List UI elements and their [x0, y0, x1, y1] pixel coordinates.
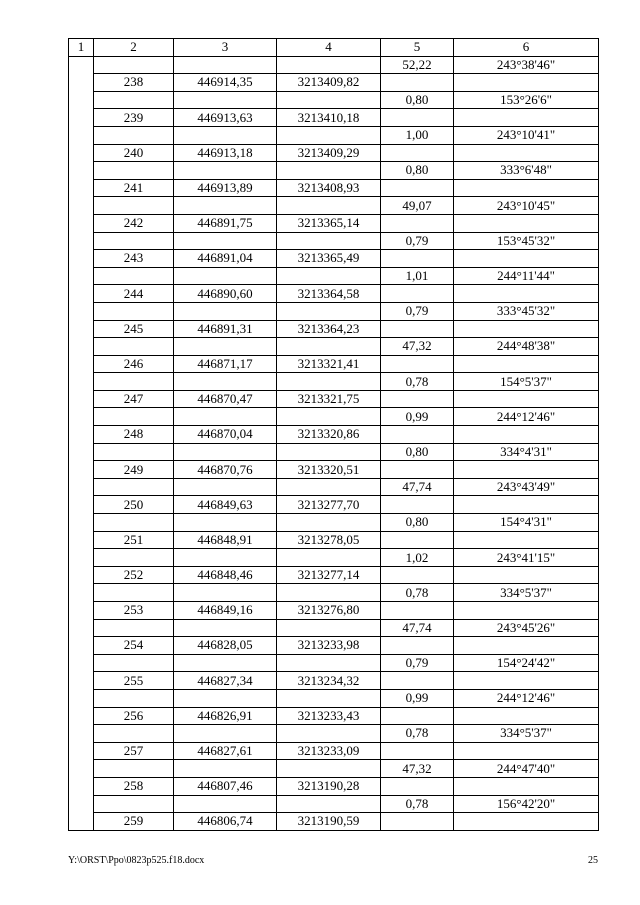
segment-row [69, 126, 599, 144]
segment-length: 0,79 [381, 302, 454, 320]
segment-length [381, 179, 454, 197]
y-coordinate [277, 795, 381, 813]
x-coordinate [174, 689, 277, 707]
point-row [69, 672, 599, 690]
point-number [94, 373, 174, 391]
segment-row [69, 549, 599, 567]
x-coordinate: 446891,31 [174, 320, 277, 338]
point-number: 250 [94, 496, 174, 514]
segment-row [69, 373, 599, 391]
y-coordinate: 3213190,59 [277, 813, 381, 831]
segment-row [69, 232, 599, 250]
direction-angle: 243°43'49" [454, 478, 599, 496]
point-number [94, 302, 174, 320]
direction-angle: 154°4'31" [454, 514, 599, 532]
direction-angle: 244°12'46" [454, 689, 599, 707]
direction-angle: 243°10'45" [454, 197, 599, 215]
x-coordinate: 446913,63 [174, 109, 277, 127]
y-coordinate [277, 373, 381, 391]
y-coordinate: 3213233,43 [277, 707, 381, 725]
y-coordinate [277, 302, 381, 320]
direction-angle: 243°38'46" [454, 56, 599, 74]
column-1-cell [69, 56, 94, 830]
point-row [69, 426, 599, 444]
y-coordinate: 3213364,58 [277, 285, 381, 303]
direction-angle [454, 637, 599, 655]
y-coordinate: 3213276,80 [277, 602, 381, 620]
direction-angle: 244°48'38" [454, 338, 599, 356]
segment-length [381, 707, 454, 725]
direction-angle [454, 390, 599, 408]
y-coordinate [277, 126, 381, 144]
direction-angle: 153°45'32" [454, 232, 599, 250]
direction-angle [454, 426, 599, 444]
point-number: 247 [94, 390, 174, 408]
segment-length: 1,02 [381, 549, 454, 567]
x-coordinate [174, 549, 277, 567]
point-number [94, 478, 174, 496]
point-number [94, 267, 174, 285]
point-number: 251 [94, 531, 174, 549]
segment-length [381, 214, 454, 232]
x-coordinate: 446827,61 [174, 742, 277, 760]
x-coordinate: 446849,63 [174, 496, 277, 514]
x-coordinate [174, 232, 277, 250]
direction-angle [454, 813, 599, 831]
header-row [69, 39, 599, 57]
segment-length: 0,79 [381, 232, 454, 250]
point-number [94, 56, 174, 74]
direction-angle: 244°47'40" [454, 760, 599, 778]
x-coordinate: 446828,05 [174, 637, 277, 655]
segment-length: 0,78 [381, 584, 454, 602]
direction-angle [454, 707, 599, 725]
y-coordinate: 3213365,14 [277, 214, 381, 232]
direction-angle [454, 74, 599, 92]
x-coordinate: 446913,89 [174, 179, 277, 197]
point-number: 240 [94, 144, 174, 162]
direction-angle: 243°45'26" [454, 619, 599, 637]
segment-length: 1,00 [381, 126, 454, 144]
direction-angle: 243°10'41" [454, 126, 599, 144]
y-coordinate [277, 689, 381, 707]
point-number: 238 [94, 74, 174, 92]
segment-length [381, 531, 454, 549]
point-number: 245 [94, 320, 174, 338]
segment-length [381, 672, 454, 690]
point-row [69, 390, 599, 408]
segment-length [381, 320, 454, 338]
y-coordinate: 3213277,70 [277, 496, 381, 514]
point-number: 249 [94, 461, 174, 479]
x-coordinate [174, 302, 277, 320]
point-row [69, 285, 599, 303]
point-row [69, 496, 599, 514]
direction-angle [454, 109, 599, 127]
segment-length: 1,01 [381, 267, 454, 285]
segment-length [381, 602, 454, 620]
direction-angle [454, 602, 599, 620]
point-number: 257 [94, 742, 174, 760]
direction-angle: 333°45'32" [454, 302, 599, 320]
point-number [94, 91, 174, 109]
point-number [94, 197, 174, 215]
x-coordinate: 446827,34 [174, 672, 277, 690]
x-coordinate [174, 162, 277, 180]
segment-length: 0,80 [381, 514, 454, 532]
column-header-1: 1 [69, 39, 94, 57]
direction-angle [454, 285, 599, 303]
segment-row [69, 654, 599, 672]
column-header-4: 4 [277, 39, 381, 57]
segment-length [381, 144, 454, 162]
point-row [69, 320, 599, 338]
point-number: 255 [94, 672, 174, 690]
point-number [94, 443, 174, 461]
x-coordinate [174, 725, 277, 743]
x-coordinate [174, 373, 277, 391]
point-number: 256 [94, 707, 174, 725]
y-coordinate: 3213364,23 [277, 320, 381, 338]
x-coordinate [174, 126, 277, 144]
point-number [94, 549, 174, 567]
x-coordinate [174, 338, 277, 356]
y-coordinate [277, 232, 381, 250]
segment-row [69, 302, 599, 320]
segment-length [381, 285, 454, 303]
y-coordinate: 3213233,98 [277, 637, 381, 655]
y-coordinate: 3213408,93 [277, 179, 381, 197]
point-number: 242 [94, 214, 174, 232]
segment-length: 0,80 [381, 91, 454, 109]
y-coordinate [277, 760, 381, 778]
segment-length: 47,74 [381, 478, 454, 496]
segment-length: 0,78 [381, 795, 454, 813]
direction-angle: 156°42'20" [454, 795, 599, 813]
direction-angle: 334°4'31" [454, 443, 599, 461]
point-row [69, 777, 599, 795]
direction-angle: 243°41'15" [454, 549, 599, 567]
x-coordinate: 446848,91 [174, 531, 277, 549]
y-coordinate [277, 725, 381, 743]
segment-length: 47,32 [381, 338, 454, 356]
direction-angle: 244°11'44" [454, 267, 599, 285]
point-row [69, 813, 599, 831]
segment-row [69, 725, 599, 743]
segment-length [381, 496, 454, 514]
y-coordinate [277, 338, 381, 356]
segment-row [69, 267, 599, 285]
segment-row [69, 619, 599, 637]
segment-row [69, 795, 599, 813]
point-row [69, 566, 599, 584]
y-coordinate: 3213320,86 [277, 426, 381, 444]
segment-length: 0,99 [381, 408, 454, 426]
y-coordinate [277, 478, 381, 496]
segment-length [381, 355, 454, 373]
point-number [94, 795, 174, 813]
x-coordinate: 446806,74 [174, 813, 277, 831]
y-coordinate: 3213321,41 [277, 355, 381, 373]
direction-angle: 334°5'37" [454, 584, 599, 602]
x-coordinate [174, 267, 277, 285]
point-number [94, 408, 174, 426]
point-number [94, 689, 174, 707]
direction-angle: 154°24'42" [454, 654, 599, 672]
direction-angle [454, 179, 599, 197]
point-row [69, 214, 599, 232]
point-number: 258 [94, 777, 174, 795]
point-row [69, 109, 599, 127]
segment-row [69, 478, 599, 496]
point-row [69, 707, 599, 725]
x-coordinate [174, 619, 277, 637]
x-coordinate: 446890,60 [174, 285, 277, 303]
y-coordinate [277, 443, 381, 461]
point-row [69, 179, 599, 197]
y-coordinate [277, 514, 381, 532]
y-coordinate [277, 267, 381, 285]
segment-length [381, 390, 454, 408]
segment-row [69, 443, 599, 461]
segment-length [381, 566, 454, 584]
y-coordinate: 3213277,14 [277, 566, 381, 584]
x-coordinate: 446849,16 [174, 602, 277, 620]
point-row [69, 602, 599, 620]
column-header-6: 6 [454, 39, 599, 57]
x-coordinate: 446891,75 [174, 214, 277, 232]
y-coordinate: 3213365,49 [277, 250, 381, 268]
segment-length: 0,80 [381, 162, 454, 180]
direction-angle: 244°12'46" [454, 408, 599, 426]
y-coordinate [277, 619, 381, 637]
segment-length [381, 637, 454, 655]
y-coordinate: 3213409,29 [277, 144, 381, 162]
point-row [69, 144, 599, 162]
direction-angle [454, 672, 599, 690]
segment-length [381, 461, 454, 479]
x-coordinate [174, 443, 277, 461]
point-number [94, 338, 174, 356]
direction-angle [454, 566, 599, 584]
x-coordinate [174, 478, 277, 496]
segment-row [69, 56, 599, 74]
segment-row [69, 584, 599, 602]
point-number: 248 [94, 426, 174, 444]
point-number: 254 [94, 637, 174, 655]
y-coordinate [277, 197, 381, 215]
segment-length: 52,22 [381, 56, 454, 74]
y-coordinate [277, 162, 381, 180]
segment-row [69, 197, 599, 215]
segment-length: 0,80 [381, 443, 454, 461]
column-header-3: 3 [174, 39, 277, 57]
point-number [94, 162, 174, 180]
x-coordinate: 446848,46 [174, 566, 277, 584]
point-number: 259 [94, 813, 174, 831]
x-coordinate [174, 197, 277, 215]
point-row [69, 742, 599, 760]
segment-length [381, 742, 454, 760]
coordinates-table [68, 38, 599, 831]
direction-angle [454, 777, 599, 795]
point-row [69, 637, 599, 655]
y-coordinate: 3213234,32 [277, 672, 381, 690]
segment-row [69, 689, 599, 707]
segment-row [69, 91, 599, 109]
direction-angle [454, 320, 599, 338]
segment-length [381, 426, 454, 444]
segment-length: 0,78 [381, 725, 454, 743]
segment-row [69, 338, 599, 356]
point-number [94, 725, 174, 743]
point-number [94, 232, 174, 250]
x-coordinate: 446871,17 [174, 355, 277, 373]
segment-length: 49,07 [381, 197, 454, 215]
x-coordinate: 446914,35 [174, 74, 277, 92]
x-coordinate [174, 795, 277, 813]
point-number: 239 [94, 109, 174, 127]
y-coordinate [277, 584, 381, 602]
x-coordinate [174, 514, 277, 532]
x-coordinate: 446870,76 [174, 461, 277, 479]
y-coordinate: 3213278,05 [277, 531, 381, 549]
direction-angle: 154°5'37" [454, 373, 599, 391]
segment-row [69, 760, 599, 778]
point-number [94, 619, 174, 637]
direction-angle: 333°6'48" [454, 162, 599, 180]
x-coordinate [174, 408, 277, 426]
y-coordinate: 3213190,28 [277, 777, 381, 795]
x-coordinate: 446807,46 [174, 777, 277, 795]
point-number [94, 760, 174, 778]
direction-angle [454, 250, 599, 268]
point-number: 244 [94, 285, 174, 303]
segment-length [381, 250, 454, 268]
point-number [94, 584, 174, 602]
direction-angle [454, 355, 599, 373]
direction-angle [454, 461, 599, 479]
segment-length: 0,79 [381, 654, 454, 672]
x-coordinate [174, 760, 277, 778]
y-coordinate: 3213233,09 [277, 742, 381, 760]
point-row [69, 461, 599, 479]
y-coordinate: 3213409,82 [277, 74, 381, 92]
y-coordinate: 3213320,51 [277, 461, 381, 479]
direction-angle [454, 496, 599, 514]
point-number: 252 [94, 566, 174, 584]
point-row [69, 355, 599, 373]
x-coordinate: 446913,18 [174, 144, 277, 162]
y-coordinate [277, 56, 381, 74]
footer-file-path: Y:\ORST\Ppo\0823p525.f18.docx [68, 855, 205, 866]
direction-angle: 334°5'37" [454, 725, 599, 743]
x-coordinate: 446891,04 [174, 250, 277, 268]
footer-page-number: 25 [588, 855, 598, 866]
point-number: 246 [94, 355, 174, 373]
point-number [94, 126, 174, 144]
column-header-5: 5 [381, 39, 454, 57]
x-coordinate [174, 654, 277, 672]
segment-row [69, 162, 599, 180]
segment-row [69, 514, 599, 532]
segment-length: 47,74 [381, 619, 454, 637]
y-coordinate [277, 408, 381, 426]
segment-length: 0,78 [381, 373, 454, 391]
point-number: 241 [94, 179, 174, 197]
point-number [94, 514, 174, 532]
x-coordinate: 446826,91 [174, 707, 277, 725]
y-coordinate: 3213410,18 [277, 109, 381, 127]
segment-length [381, 109, 454, 127]
segment-length [381, 777, 454, 795]
segment-length: 47,32 [381, 760, 454, 778]
point-number [94, 654, 174, 672]
x-coordinate [174, 56, 277, 74]
point-number: 253 [94, 602, 174, 620]
direction-angle: 153°26'6" [454, 91, 599, 109]
y-coordinate: 3213321,75 [277, 390, 381, 408]
segment-length [381, 74, 454, 92]
direction-angle [454, 214, 599, 232]
y-coordinate [277, 549, 381, 567]
x-coordinate: 446870,04 [174, 426, 277, 444]
x-coordinate [174, 584, 277, 602]
point-row [69, 531, 599, 549]
segment-length [381, 813, 454, 831]
y-coordinate [277, 654, 381, 672]
column-header-2: 2 [94, 39, 174, 57]
segment-length: 0,99 [381, 689, 454, 707]
direction-angle [454, 531, 599, 549]
direction-angle [454, 742, 599, 760]
point-number: 243 [94, 250, 174, 268]
point-row [69, 74, 599, 92]
x-coordinate: 446870,47 [174, 390, 277, 408]
segment-row [69, 408, 599, 426]
point-row [69, 250, 599, 268]
direction-angle [454, 144, 599, 162]
x-coordinate [174, 91, 277, 109]
y-coordinate [277, 91, 381, 109]
